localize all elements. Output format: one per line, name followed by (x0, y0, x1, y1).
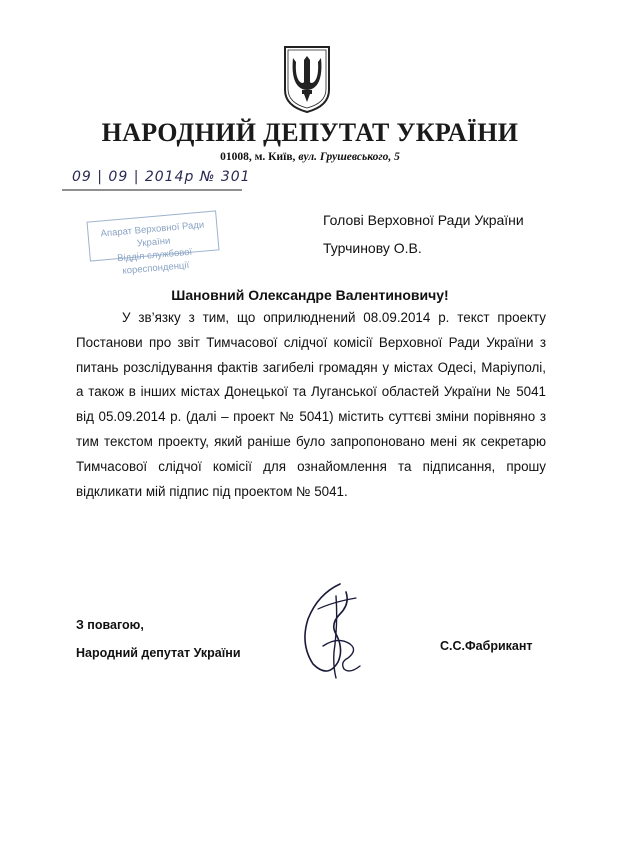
handwritten-signature (278, 574, 398, 684)
closing-regards: З повагою, (76, 618, 144, 632)
closing-block (76, 611, 241, 667)
stamp-line-2: Відділ службової кореспонденції (116, 246, 193, 277)
address-city: 01008, м. Київ, (220, 151, 296, 163)
closing-position: Народний депутат України (76, 646, 241, 660)
address-street: вул. Грушевського, 5 (295, 151, 400, 163)
letterhead-address (0, 151, 620, 163)
letterhead-title: НАРОДНИЙ ДЕПУТАТ УКРАЇНИ (101, 118, 519, 147)
salutation: Шановний Олександре Валентиновичу! (171, 287, 449, 303)
outgoing-number: 09 | 09 | 2014р № 301 (72, 169, 251, 185)
registration-stamp (87, 210, 220, 277)
signer-name: С.С.Фабрикант (440, 639, 533, 653)
letter-body: У зв’язку з тим, що оприлюднений 08.09.2014 р. текст проекту Постанови про звіт Тимчасової слідчої комісії Верховної Ради України з питань розслідування фактів загибелі громадян у містах Одесі, Маріуполі, а також в інших містах Донецької та Луганської областей України № 5041 від 05.09.2014 р. (далі – проект № 5041) містить суттєві зміни порівняно з тим текстом проекту, який раніше було запропоновано мені як секретарю Тимчасової слідчої комісії для ознайомлення та підписання, прошу відкликати мій підпис під проектом № 5041. (76, 310, 546, 499)
stamp-line-1: Апарат Верховної Ради України (100, 219, 205, 250)
coat-of-arms-icon (282, 44, 332, 114)
recipient-block (323, 206, 524, 262)
recipient-position: Голові Верховної Ради України (323, 212, 524, 228)
recipient-name: Турчинову О.В. (323, 240, 422, 256)
